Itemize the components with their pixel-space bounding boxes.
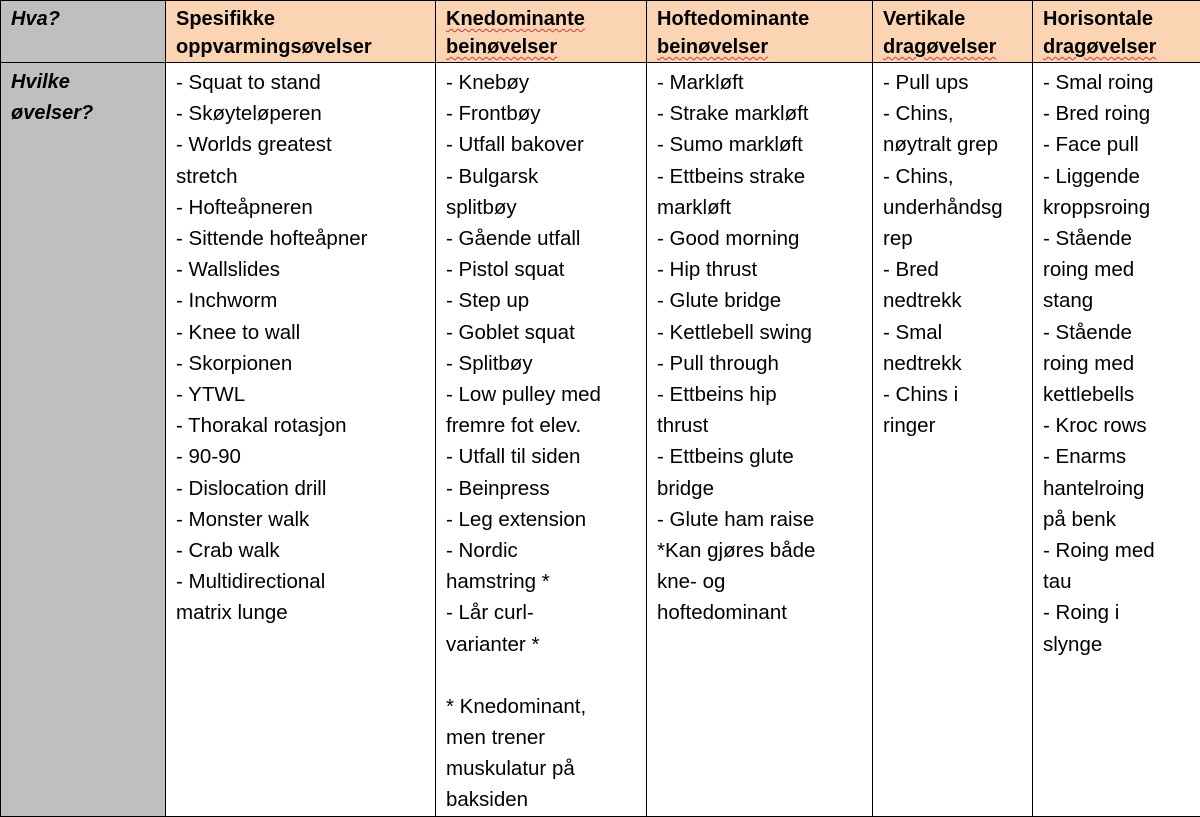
row-label-cell bbox=[1, 63, 166, 817]
exercise-item: - Stående roing med stang bbox=[1043, 223, 1190, 317]
exercise-item: - Nordic hamstring * bbox=[446, 535, 636, 597]
exercise-item: * Knedominant, men trener muskulatur på baksiden bbox=[446, 691, 636, 816]
exercise-item: - Kroc rows bbox=[1043, 410, 1190, 441]
exercise-item: - Knebøy bbox=[446, 67, 636, 98]
hip-dominant-list bbox=[657, 67, 862, 629]
exercise-item: - YTWL bbox=[176, 379, 425, 410]
exercise-item: - Hofteåpneren bbox=[176, 192, 425, 223]
exercise-item: - Good morning bbox=[657, 223, 862, 254]
exercise-item: - Utfall bakover bbox=[446, 129, 636, 160]
header-label: Hva? bbox=[11, 8, 60, 30]
exercise-item: - Stående roing med kettlebells bbox=[1043, 317, 1190, 411]
header-line: dragøvelser bbox=[883, 33, 1022, 61]
exercise-item: - Chins, nøytralt grep bbox=[883, 98, 1022, 160]
exercise-item: - Inchworm bbox=[176, 285, 425, 316]
exercise-item: - Kettlebell swing bbox=[657, 317, 862, 348]
exercise-item: - Pistol squat bbox=[446, 254, 636, 285]
exercise-item: - Pull through bbox=[657, 348, 862, 379]
exercise-item: - Frontbøy bbox=[446, 98, 636, 129]
exercise-item: - Sumo markløft bbox=[657, 129, 862, 160]
exercise-item: - Low pulley med fremre fot elev. bbox=[446, 379, 636, 441]
header-line: Knedominante bbox=[446, 5, 636, 33]
exercise-item: - Glute ham raise bbox=[657, 504, 862, 535]
hip-dominant-cell bbox=[647, 63, 873, 817]
header-line: oppvarmingsøvelser bbox=[176, 33, 425, 61]
exercise-item: - Glute bridge bbox=[657, 285, 862, 316]
header-row bbox=[1, 1, 1200, 63]
header-line: Hoftedominante bbox=[657, 5, 862, 33]
knee-dominant-cell bbox=[436, 63, 647, 817]
vertical-pull-cell bbox=[873, 63, 1033, 817]
header-cell-vertical-pull bbox=[873, 1, 1033, 63]
header-line: Vertikale bbox=[883, 5, 1022, 33]
exercise-item: - Smal roing bbox=[1043, 67, 1190, 98]
exercise-item: - Chins i ringer bbox=[883, 379, 1022, 441]
exercise-item: - Skorpionen bbox=[176, 348, 425, 379]
exercise-item: - Enarms hantelroing på benk bbox=[1043, 441, 1190, 535]
exercise-item: - Markløft bbox=[657, 67, 862, 98]
exercise-item: - Lår curl- varianter * bbox=[446, 597, 636, 659]
exercise-row bbox=[1, 63, 1200, 817]
exercise-item: - Goblet squat bbox=[446, 317, 636, 348]
exercise-item: - Bulgarsk splitbøy bbox=[446, 161, 636, 223]
exercise-item: - Utfall til siden bbox=[446, 441, 636, 472]
exercise-item: - 90-90 bbox=[176, 441, 425, 472]
exercise-item: - Multidirectional matrix lunge bbox=[176, 566, 425, 628]
exercise-item: - Strake markløft bbox=[657, 98, 862, 129]
exercise-item: - Pull ups bbox=[883, 67, 1022, 98]
exercise-item: - Skøyteløperen bbox=[176, 98, 425, 129]
exercise-item: - Liggende kroppsroing bbox=[1043, 161, 1190, 223]
row-label: Hvilke øvelser? bbox=[11, 71, 93, 124]
header-label-cell bbox=[1, 1, 166, 63]
header-cell-hip-dominant bbox=[647, 1, 873, 63]
exercise-item: - Ettbeins hip thrust bbox=[657, 379, 862, 441]
exercise-item: - Worlds greatest stretch bbox=[176, 129, 425, 191]
exercise-item: - Ettbeins glute bridge bbox=[657, 441, 862, 503]
header-cell-knee-dominant bbox=[436, 1, 647, 63]
exercise-item: - Chins, underhåndsg rep bbox=[883, 161, 1022, 255]
header-cell-warmup bbox=[166, 1, 436, 63]
exercise-item: - Thorakal rotasjon bbox=[176, 410, 425, 441]
vertical-pull-list bbox=[883, 67, 1022, 441]
header-cell-horizontal-pull bbox=[1033, 1, 1200, 63]
exercise-item: - Wallslides bbox=[176, 254, 425, 285]
header-line: beinøvelser bbox=[657, 33, 862, 61]
exercise-item: - Beinpress bbox=[446, 473, 636, 504]
exercise-item: - Splitbøy bbox=[446, 348, 636, 379]
exercise-item: - Hip thrust bbox=[657, 254, 862, 285]
exercise-item: - Monster walk bbox=[176, 504, 425, 535]
exercise-item: - Ettbeins strake markløft bbox=[657, 161, 862, 223]
horizontal-pull-list bbox=[1043, 67, 1190, 660]
exercise-item: - Dislocation drill bbox=[176, 473, 425, 504]
exercise-item: - Squat to stand bbox=[176, 67, 425, 98]
exercise-item: - Roing med tau bbox=[1043, 535, 1190, 597]
exercise-item: - Face pull bbox=[1043, 129, 1190, 160]
header-line: beinøvelser bbox=[446, 33, 636, 61]
exercise-item: - Bred roing bbox=[1043, 98, 1190, 129]
horizontal-pull-cell bbox=[1033, 63, 1200, 817]
exercise-item: - Roing i slynge bbox=[1043, 597, 1190, 659]
exercise-item: - Leg extension bbox=[446, 504, 636, 535]
header-line: dragøvelser bbox=[1043, 33, 1190, 61]
knee-dominant-list bbox=[446, 67, 636, 816]
exercise-item: *Kan gjøres både kne- og hoftedominant bbox=[657, 535, 862, 629]
exercise-item: - Crab walk bbox=[176, 535, 425, 566]
header-line: Spesifikke bbox=[176, 5, 425, 33]
header-line: Horisontale bbox=[1043, 5, 1190, 33]
exercise-item: - Bred nedtrekk bbox=[883, 254, 1022, 316]
warmup-cell bbox=[166, 63, 436, 817]
exercise-item: - Knee to wall bbox=[176, 317, 425, 348]
exercise-item: - Sittende hofteåpner bbox=[176, 223, 425, 254]
warmup-list bbox=[176, 67, 425, 629]
exercise-item: - Smal nedtrekk bbox=[883, 317, 1022, 379]
exercise-item: - Gående utfall bbox=[446, 223, 636, 254]
exercise-item: - Step up bbox=[446, 285, 636, 316]
